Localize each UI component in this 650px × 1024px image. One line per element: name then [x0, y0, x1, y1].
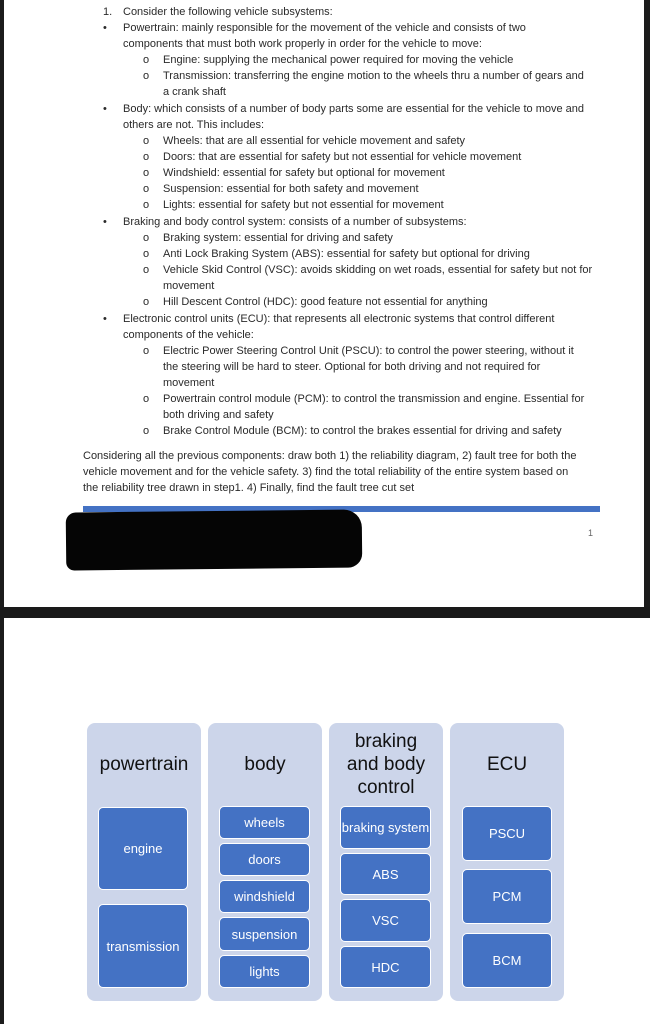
- diagram-column-powertrain: [87, 723, 201, 1001]
- diagram-box-windshield: windshield: [219, 880, 310, 913]
- sub-bullet-icon: o: [143, 70, 150, 82]
- braking-line: Braking and body control system: consists of a number of subsystems:: [123, 216, 467, 228]
- diagram-left-edge: [0, 618, 4, 1024]
- sub-bullet-icon: o: [143, 135, 150, 147]
- sub-item-text: Suspension: essential for both safety and movement: [163, 183, 419, 195]
- sub-item-text: Vehicle Skid Control (VSC): avoids skidding on wet roads, essential for safety but not for: [163, 264, 593, 276]
- sub-item-text: Electric Power Steering Control Unit (PSCU): to control the power steering, without it: [163, 345, 574, 357]
- sub-item-text: Transmission: transferring the engine motion to the wheels thru a number of gears and: [163, 70, 584, 82]
- task-text: vehicle movement and for the vehicle safety. 3) find the total reliability of the entire system based on: [83, 466, 569, 478]
- sub-bullet-icon: o: [143, 232, 150, 244]
- sub-bullet-icon: o: [143, 183, 150, 195]
- column-title: body: [244, 754, 286, 775]
- sub-bullet-icon: o: [143, 199, 150, 211]
- bullet-icon: •: [103, 22, 107, 34]
- sub-item-text: Doors: that are essential for safety but not essential for vehicle movement: [163, 151, 522, 163]
- page-separator: [0, 607, 650, 618]
- sub-item-text: Wheels: that are all essential for vehicle movement and safety: [163, 135, 466, 147]
- sub-item-text: movement: [163, 280, 215, 292]
- sub-item-text: Anti Lock Braking System (ABS): essential for safety but optional for driving: [163, 248, 530, 260]
- task-text: Considering all the previous components: draw both 1) the reliability diagram, 2) fault tree for both the: [83, 450, 577, 462]
- diagram-box-suspension: suspension: [219, 917, 310, 951]
- page-number: 1: [588, 528, 594, 538]
- diagram-box-engine: engine: [98, 807, 188, 890]
- ecu-line: components of the vehicle:: [123, 329, 254, 341]
- powertrain-line: components that must both work properly in order for the vehicle to move:: [123, 38, 482, 50]
- sub-item-text: movement: [163, 377, 215, 389]
- column-title: powertrain: [99, 754, 189, 775]
- sub-item-text: Engine: supplying the mechanical power required for moving the vehicle: [163, 54, 514, 66]
- body-line: others are not. This includes:: [123, 119, 265, 131]
- ecu-line: Electronic control units (ECU): that represents all electronic systems that control different: [123, 313, 555, 325]
- page-right-edge: [644, 0, 650, 607]
- sub-bullet-icon: o: [143, 151, 150, 163]
- diagram-box-lights: lights: [219, 955, 310, 988]
- sub-bullet-icon: o: [143, 264, 150, 276]
- sub-bullet-icon: o: [143, 425, 150, 437]
- bullet-icon: •: [103, 103, 107, 115]
- diagram-column-body: [208, 723, 322, 1001]
- diagram-box-wheels: wheels: [219, 806, 310, 839]
- diagram-column-ecu: [450, 723, 564, 1001]
- diagram-box-hdc: HDC: [340, 946, 431, 988]
- column-title: ECU: [486, 754, 528, 775]
- diagram-box-pscu: PSCU: [462, 806, 552, 861]
- diagram-box-bcm: BCM: [462, 933, 552, 988]
- diagram-box-pcm: PCM: [462, 869, 552, 924]
- intro-text: Consider the following vehicle subsystems:: [123, 6, 333, 18]
- sub-bullet-icon: o: [143, 296, 150, 308]
- sub-bullet-icon: o: [143, 345, 150, 357]
- sub-item-text: Lights: essential for safety but not essential for movement: [163, 199, 444, 211]
- sub-item-text: both driving and safety: [163, 409, 274, 421]
- diagram-box-doors: doors: [219, 843, 310, 876]
- sub-item-text: the steering will be hard to steer. Optional for both driving and not required for: [163, 361, 541, 373]
- sub-bullet-icon: o: [143, 393, 150, 405]
- sub-bullet-icon: o: [143, 167, 150, 179]
- sub-item-text: Windshield: essential for safety but optional for movement: [163, 167, 445, 179]
- diagram-column-braking: [329, 723, 443, 1001]
- diagram-box-abs: ABS: [340, 853, 431, 895]
- bullet-icon: •: [103, 313, 107, 325]
- redaction-mark: [66, 509, 363, 570]
- diagram-box-vsc: VSC: [340, 899, 431, 942]
- sub-item-text: Brake Control Module (BCM): to control the brakes essential for driving and safety: [163, 425, 562, 437]
- sub-bullet-icon: o: [143, 54, 150, 66]
- sub-item-text: Powertrain control module (PCM): to control the transmission and engine. Essential for: [163, 393, 585, 405]
- powertrain-line: Powertrain: mainly responsible for the movement of the vehicle and consists of two: [123, 22, 526, 34]
- task-text: the reliability tree drawn in step1. 4) Finally, find the fault tree cut set: [83, 482, 415, 494]
- sub-item-text: a crank shaft: [163, 86, 226, 98]
- column-title: braking and body control: [346, 731, 426, 798]
- list-number: 1.: [103, 6, 113, 18]
- diagram-box-transmission: transmission: [98, 904, 188, 988]
- sub-bullet-icon: o: [143, 248, 150, 260]
- sub-item-text: Hill Descent Control (HDC): good feature not essential for anything: [163, 296, 488, 308]
- page-left-edge: [0, 0, 4, 607]
- body-line: Body: which consists of a number of body parts some are essential for the vehicle to move and: [123, 103, 585, 115]
- diagram-box-braking-system: braking system: [340, 806, 431, 849]
- bullet-icon: •: [103, 216, 107, 228]
- sub-item-text: Braking system: essential for driving and safety: [163, 232, 393, 244]
